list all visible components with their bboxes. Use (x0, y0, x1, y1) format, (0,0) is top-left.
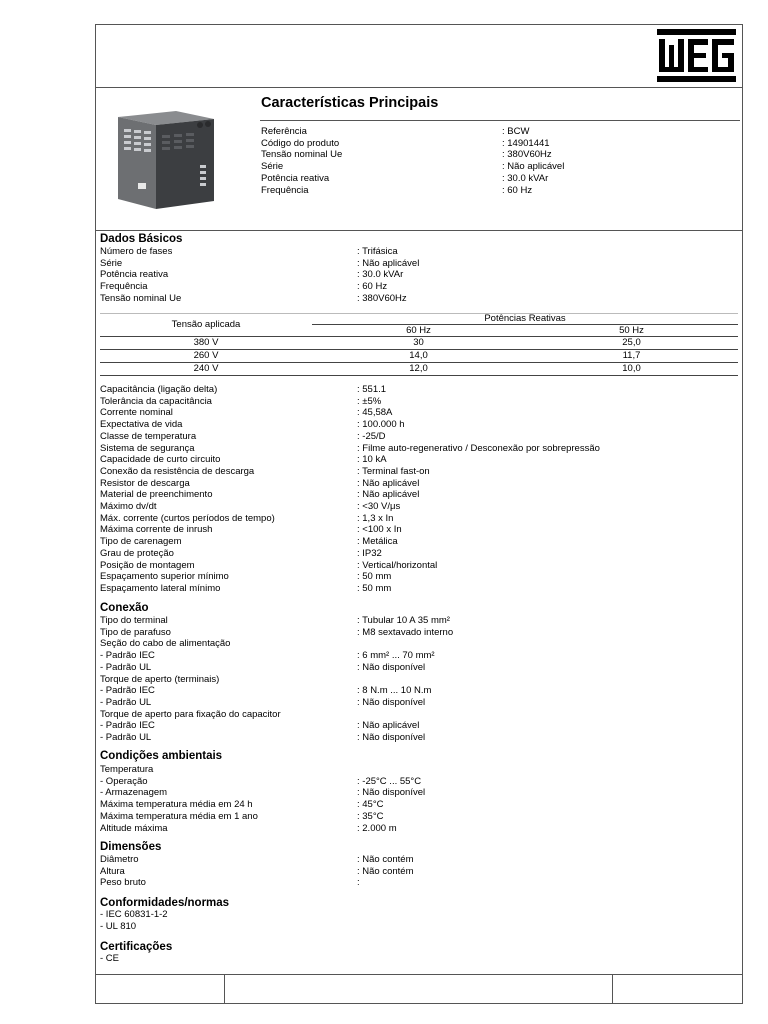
section-title-norms: Conformidades/normas (100, 897, 230, 909)
spec-value: : Não aplicável (357, 489, 420, 501)
spec-label: Material de preenchimento (100, 489, 213, 501)
spec-label: Máxima corrente de inrush (100, 524, 213, 536)
spec-value: : Não disponível (357, 732, 426, 743)
col-header-group: Potências Reativas (484, 313, 566, 324)
spec-label: Código do produto (261, 137, 340, 149)
spec-label: - CE (100, 953, 119, 964)
spec-label: Torque de aperto (terminais) (100, 673, 220, 685)
spec-label: Tipo do terminal (100, 615, 168, 626)
spec-value: : 10 kA (357, 454, 387, 466)
spec-row (100, 396, 730, 408)
spec-label: Sistema de segurança (100, 442, 195, 454)
table-cell-voltage: 260 V (193, 350, 219, 361)
spec-label: Espaçamento lateral mínimo (100, 582, 221, 594)
spec-row (261, 149, 768, 161)
spec-value: : 100.000 h (357, 419, 405, 431)
spec-value: : 35°C (357, 810, 384, 822)
spec-row (100, 501, 730, 513)
spec-row (100, 909, 730, 921)
header-divider (95, 87, 743, 88)
col-header-voltage: Tensão aplicada (171, 319, 241, 330)
spec-row (100, 246, 730, 258)
spec-value: : 50 mm (357, 582, 392, 594)
spec-value: : -25/D (357, 430, 386, 442)
spec-label: - UL 810 (100, 920, 137, 932)
spec-value: : 2.000 m (357, 822, 397, 834)
spec-row (100, 764, 730, 776)
spec-row (100, 811, 730, 823)
spec-value: : IP32 (357, 547, 382, 559)
spec-value: : ±5% (357, 395, 382, 407)
table-cell-p50: 11,7 (622, 350, 641, 361)
spec-label: Máxima temperatura média em 24 h (100, 799, 253, 811)
table-cell-p50: 10,0 (622, 363, 641, 374)
spec-label: Conexão da resistência de descarga (100, 465, 255, 477)
spec-row (100, 823, 730, 835)
spec-label: Corrente nominal (100, 407, 173, 419)
spec-row (100, 384, 730, 396)
spec-row (100, 615, 730, 627)
spec-label: Tensão nominal Ue (100, 292, 182, 304)
spec-value: : Trifásica (357, 246, 398, 257)
spec-label: - Padrão UL (100, 732, 152, 743)
spec-value: : <30 V/μs (357, 501, 401, 512)
spec-row (261, 161, 768, 173)
spec-value: : Terminal fast-on (357, 465, 430, 477)
spec-label: Seção do cabo de alimentação (100, 638, 231, 650)
spec-row (100, 650, 730, 662)
spec-row (100, 732, 730, 744)
spec-label: Tolerância da capacitância (100, 395, 212, 407)
spec-value: : Metálica (357, 536, 398, 548)
spec-value: : Tubular 10 A 35 mm² (357, 615, 450, 626)
spec-row (100, 662, 730, 674)
spec-value: : Não disponível (357, 696, 426, 708)
spec-label: Torque de aperto para fixação do capacitor (100, 708, 281, 720)
spec-label: Resistor de descarga (100, 477, 190, 489)
spec-value: : 30.0 kVAr (357, 269, 404, 281)
spec-value: : 14901441 (502, 137, 550, 149)
table-row-rule (100, 375, 738, 376)
spec-label: - Padrão IEC (100, 650, 155, 662)
spec-value: : 6 mm² ... 70 mm² (357, 650, 435, 662)
spec-row (100, 674, 730, 686)
spec-label: Potência reativa (100, 269, 169, 281)
spec-value: : 551.1 (357, 384, 387, 395)
spec-label: - Padrão IEC (100, 685, 155, 697)
spec-label: - Padrão UL (100, 661, 152, 673)
spec-row (100, 454, 730, 466)
spec-row (100, 866, 730, 878)
spec-label: Tipo de carenagem (100, 536, 182, 548)
spec-value: : Não aplicável (502, 161, 565, 173)
spec-row (100, 720, 730, 732)
spec-value: : 60 Hz (357, 281, 388, 293)
spec-label: Série (261, 161, 284, 173)
spec-label: Capacidade de curto circuito (100, 454, 221, 466)
spec-value: : 8 N.m ... 10 N.m (357, 685, 432, 697)
spec-value: : 380V60Hz (357, 292, 407, 304)
spec-row (261, 126, 768, 138)
spec-row (261, 138, 768, 150)
spec-value: : 380V60Hz (502, 149, 552, 161)
spec-row (100, 854, 730, 866)
spec-row (100, 697, 730, 709)
spec-value: : Não aplicável (357, 477, 420, 489)
spec-row (100, 571, 730, 583)
spec-label: Frequência (100, 281, 148, 293)
spec-label: Capacitância (ligação delta) (100, 384, 218, 395)
spec-row (100, 478, 730, 490)
spec-row (100, 953, 730, 965)
spec-label: Expectativa de vida (100, 419, 183, 431)
spec-label: Série (100, 257, 123, 269)
spec-label: Tensão nominal Ue (261, 149, 343, 161)
spec-label: - IEC 60831-1-2 (100, 909, 168, 920)
spec-row (100, 466, 730, 478)
spec-value: : 60 Hz (502, 184, 533, 196)
footer-cell-divider (224, 974, 225, 1004)
spec-row (261, 185, 768, 197)
spec-label: - Padrão IEC (100, 720, 155, 732)
summary-divider (95, 230, 743, 231)
title-underline (260, 120, 740, 121)
spec-row (100, 627, 730, 639)
spec-row (100, 787, 730, 799)
spec-row (100, 407, 730, 419)
spec-label: Grau de proteção (100, 547, 174, 559)
table-cell-p60: 12,0 (409, 363, 428, 374)
spec-label: Máximo dv/dt (100, 501, 157, 512)
spec-row (100, 776, 730, 788)
spec-value: : Filme auto-regenerativo / Desconexão por sobrepressão (357, 442, 600, 454)
spec-value: : Não aplicável (357, 720, 420, 732)
footer-divider (95, 974, 743, 975)
spec-label: Posição de montagem (100, 559, 195, 571)
spec-row (100, 431, 730, 443)
spec-label: Altura (100, 865, 125, 877)
capacitor-bank-image (110, 105, 228, 222)
spec-row (100, 293, 730, 305)
table-cell-p60: 30 (413, 337, 424, 348)
spec-row (100, 685, 730, 697)
spec-row (100, 799, 730, 811)
spec-row (100, 513, 730, 525)
spec-row (100, 877, 730, 889)
spec-row (100, 281, 730, 293)
spec-label: Máx. corrente (curtos períodos de tempo) (100, 512, 275, 524)
spec-row (100, 583, 730, 595)
spec-row (100, 921, 730, 933)
spec-row (100, 709, 730, 721)
table-cell-p60: 14,0 (409, 350, 428, 361)
spec-row (100, 419, 730, 431)
spec-label: Tipo de parafuso (100, 626, 171, 638)
power-table (100, 313, 738, 377)
col-header-60hz: 60 Hz (406, 325, 431, 336)
spec-value: : 45°C (357, 799, 384, 811)
col-header-50hz: 50 Hz (619, 325, 644, 336)
table-cell-p50: 25,0 (622, 337, 641, 348)
spec-value: : Não contém (357, 854, 414, 865)
spec-row (261, 173, 768, 185)
section-title-ambient: Condições ambientais (100, 750, 223, 762)
section-title-basic: Dados Básicos (100, 233, 183, 245)
spec-value: : 50 mm (357, 571, 392, 583)
spec-value: : 1,3 x In (357, 512, 394, 524)
spec-value: : M8 sextavado interno (357, 626, 454, 638)
spec-label: Número de fases (100, 246, 173, 257)
spec-row (100, 269, 730, 281)
spec-label: Altitude máxima (100, 822, 168, 834)
spec-label: - Armazenagem (100, 787, 168, 799)
spec-row (100, 536, 730, 548)
spec-value: : 30.0 kVAr (502, 172, 549, 184)
spec-value: : 45,58A (357, 407, 393, 419)
footer-cell-divider (612, 974, 613, 1004)
spec-label: - Padrão UL (100, 696, 152, 708)
spec-value: : Vertical/horizontal (357, 559, 438, 571)
section-title-connection: Conexão (100, 602, 149, 614)
spec-row (100, 524, 730, 536)
spec-value: : <100 x In (357, 524, 402, 536)
section-title-certifications: Certificações (100, 941, 173, 953)
table-cell-voltage: 380 V (193, 337, 219, 348)
spec-label: Espaçamento superior mínimo (100, 571, 229, 583)
spec-label: - Operação (100, 775, 148, 787)
spec-row (100, 489, 730, 501)
spec-value: : (357, 877, 360, 889)
spec-label: Frequência (261, 184, 309, 196)
spec-label: Classe de temperatura (100, 430, 197, 442)
spec-label: Diâmetro (100, 854, 139, 865)
spec-row (100, 548, 730, 560)
spec-label: Referência (261, 126, 307, 137)
spec-value: : Não aplicável (357, 257, 420, 269)
spec-value: : BCW (502, 126, 530, 137)
spec-label: Peso bruto (100, 877, 146, 889)
spec-label: Máxima temperatura média em 1 ano (100, 810, 258, 822)
table-cell-voltage: 240 V (193, 363, 219, 374)
spec-value: : Não disponível (357, 661, 426, 673)
spec-label: Potência reativa (261, 172, 330, 184)
spec-row (100, 258, 730, 270)
section-title-dimensions: Dimensões (100, 841, 162, 853)
spec-row (100, 560, 730, 572)
spec-label: Temperatura (100, 764, 154, 775)
main-title: Características Principais (261, 95, 439, 111)
spec-row (100, 638, 730, 650)
weg-logo (657, 29, 736, 82)
spec-value: : -25°C ... 55°C (357, 775, 422, 787)
spec-value: : Não contém (357, 865, 414, 877)
spec-row (100, 443, 730, 455)
spec-value: : Não disponível (357, 787, 426, 799)
